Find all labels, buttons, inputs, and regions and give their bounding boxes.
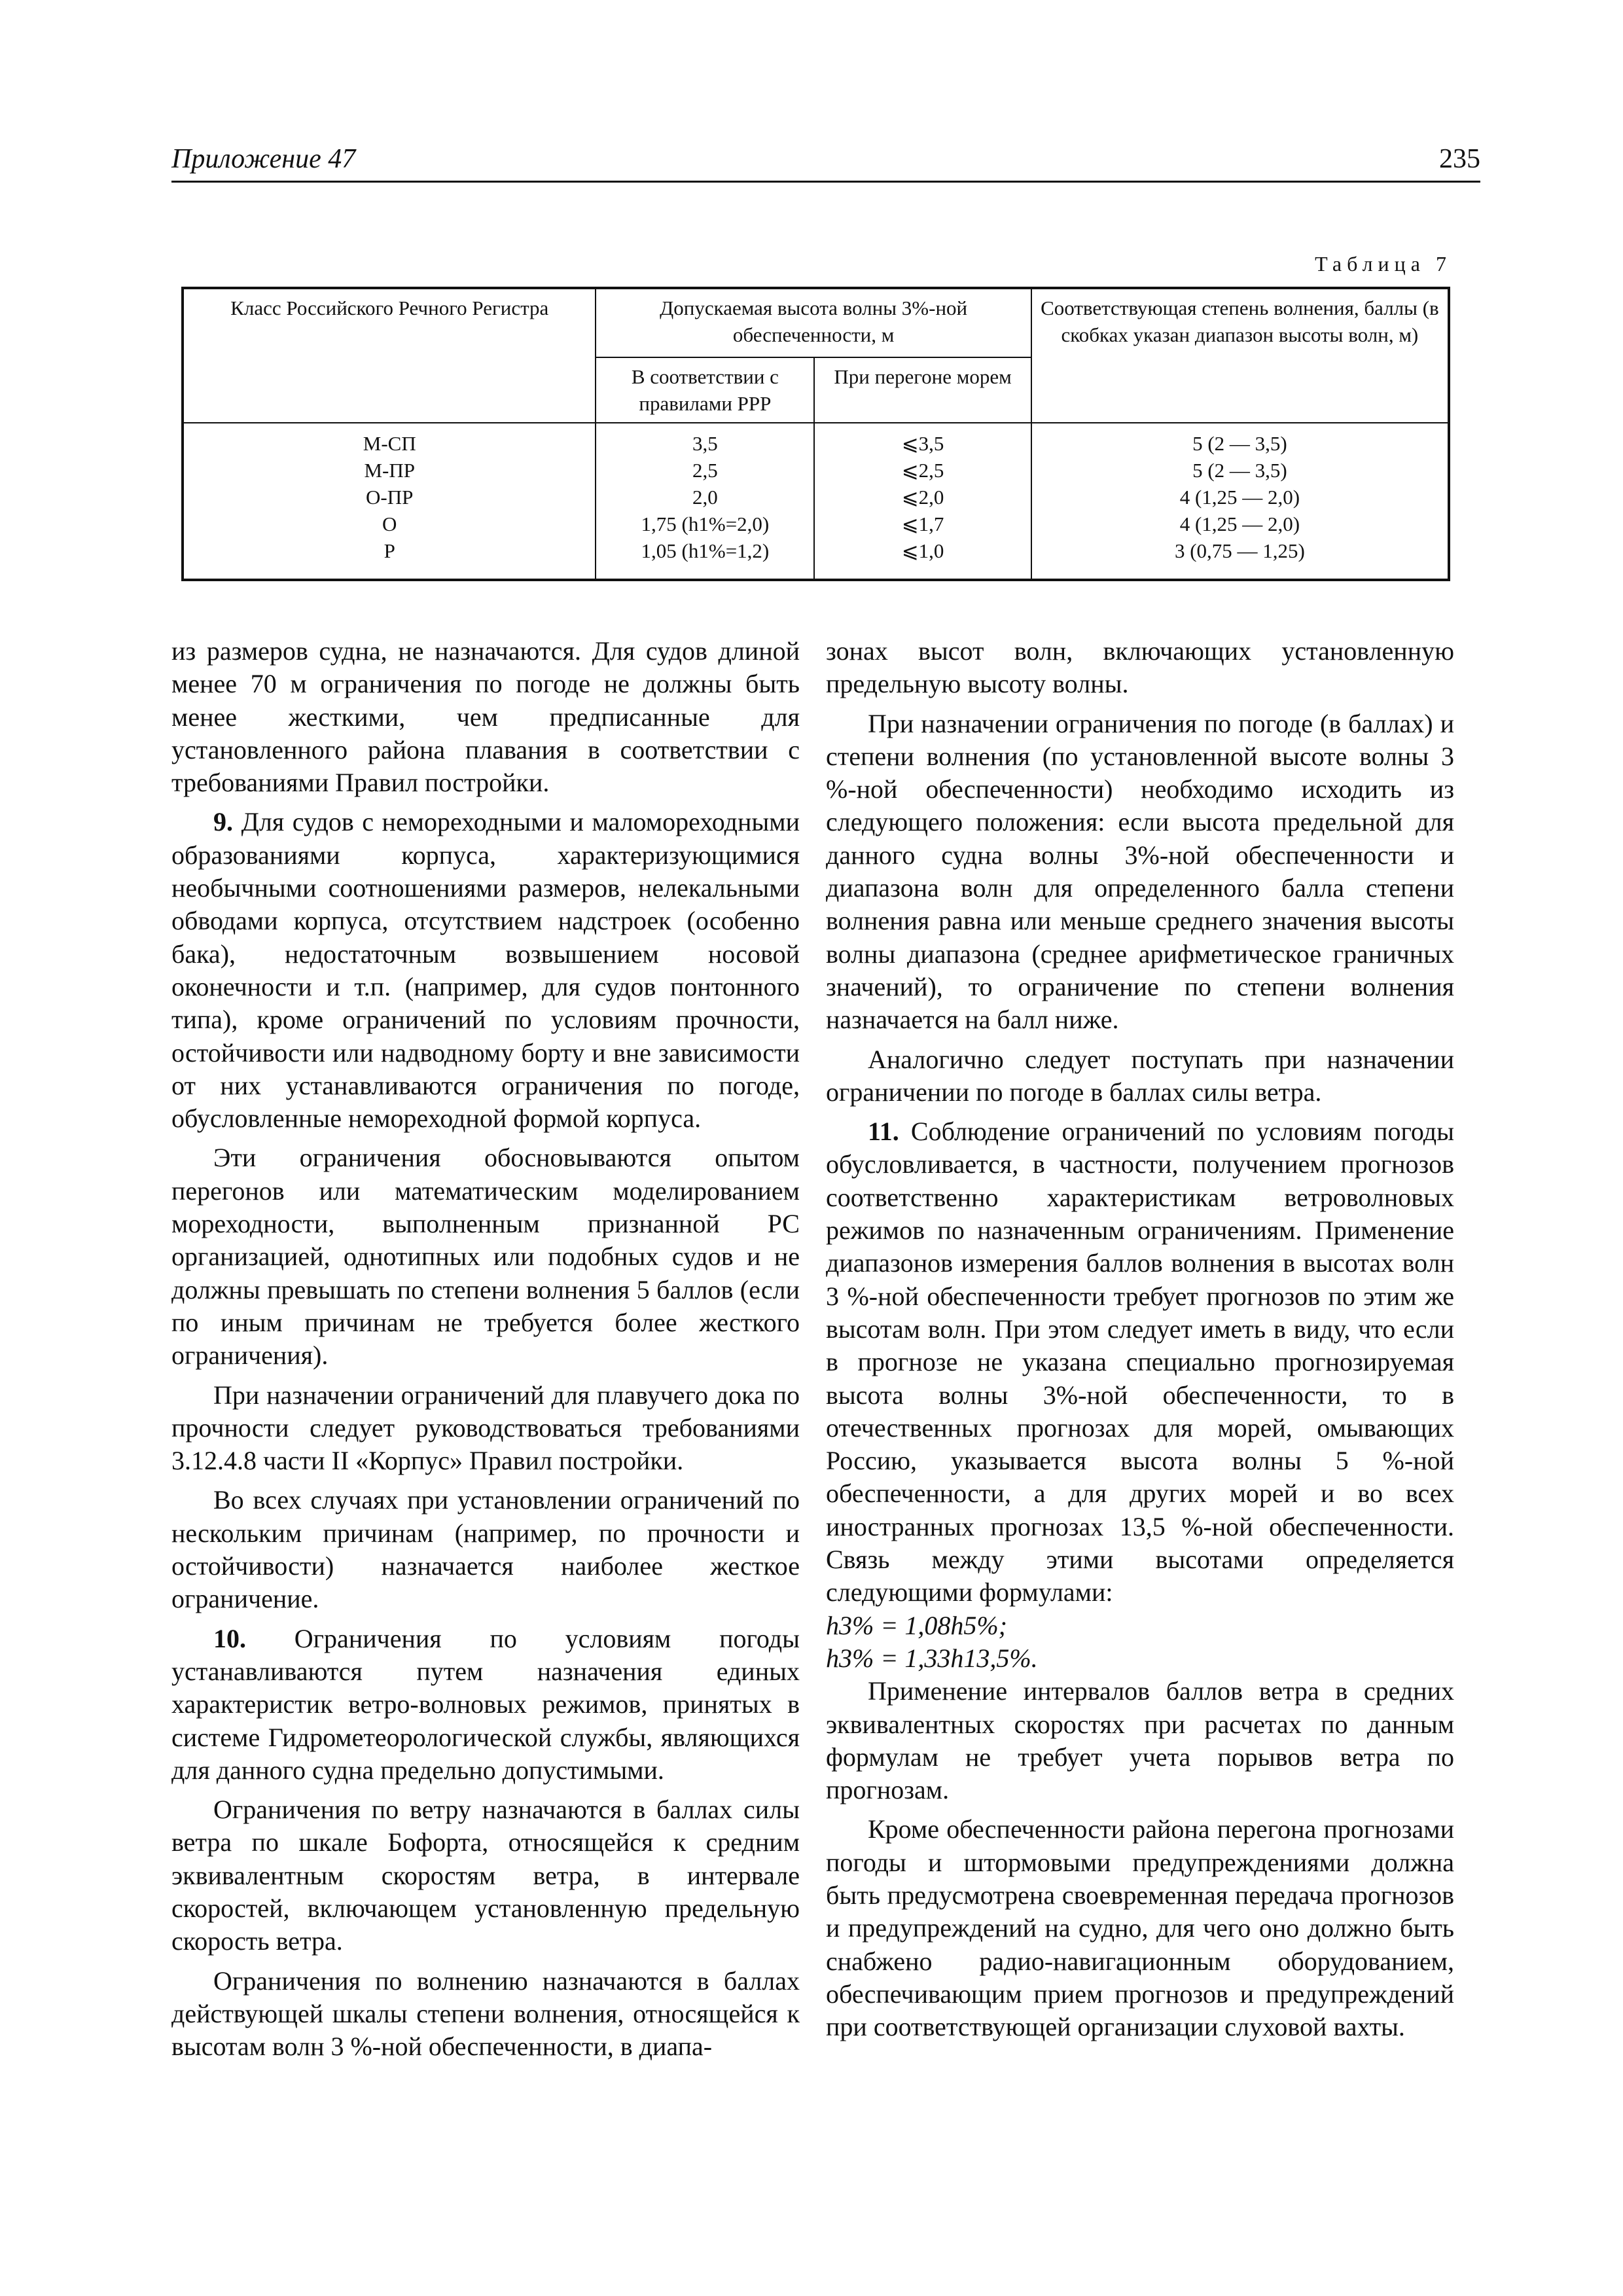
paragraph-text: Ограничения по ветру назначаются в баллах силы ветра по шкале Бофорта, относящейся к средним эквивалентным скоростям ветра, в интервале скоростей, включающем установленную предельную скорость ветра.	[171, 1795, 800, 1956]
paragraph	[171, 806, 800, 1135]
paragraph	[171, 635, 800, 799]
col-per-rules	[596, 423, 814, 580]
table-body	[183, 423, 1449, 580]
right-text-column	[826, 635, 1454, 2043]
paragraph-text: Для судов с немореходными и маломореходными образованиями корпуса, характеризующимися необычными соотношениями размеров, нелекальными обводами корпуса, отсутствием надстроек (особенно бака), недостаточным возвышением носовой оконечности и т.п. (например, для судов понтонного типа), кроме ограничений по условиям прочности, остойчивости или надводному борту и вне зависимости от них устанавливаются ограничения по погоде, обусловленные немореходной формой корпуса.	[171, 807, 800, 1134]
paragraph-text: При назначении ограничения по погоде (в баллах) и степени волнения (по установленной высоте волны 3 %-ной обеспеченности) необходимо исходить из следующего положения: если высота предельной для данного судна волны 3%-ной обеспеченности и диапазона волн для определенного балла степени волнения равна или меньше среднего значения высоты волны диапазона (среднее арифметическое граничных значений), то ограничение по степени волнения назначается на балл ниже.	[826, 708, 1454, 1035]
paragraph	[171, 1623, 800, 1787]
appendix-title: Приложение 47	[171, 144, 356, 174]
table-cell: 5 (2 — 3,5)	[1192, 459, 1287, 482]
col-class	[183, 423, 596, 580]
header-sea-state: Соответствующая степень волнения, баллы (в скобках указан диапазон высоты волн, м)	[1031, 288, 1449, 423]
header-per-rules: В соответствии с правилами РРР	[596, 357, 814, 423]
table-cell: ⩽1,0	[901, 539, 944, 562]
paragraph-text: зонах высот волн, включающих установленную предельную высоту волны.	[826, 636, 1454, 699]
paragraph	[826, 708, 1454, 1037]
table-cell: М-СП	[363, 432, 416, 455]
formula	[826, 1609, 1454, 1642]
paragraph	[826, 1115, 1454, 1609]
paragraph	[826, 1813, 1454, 2043]
table-cell: М-ПР	[364, 459, 415, 482]
table-cell: Р	[383, 539, 395, 562]
paragraph-text: При назначении ограничений для плавучего дока по прочности следует руководствоваться требованиями 3.12.4.8 части II «Корпус» Правил постройки.	[171, 1380, 800, 1476]
table-cell: 5 (2 — 3,5)	[1192, 432, 1287, 455]
paragraph-text: Кроме обеспеченности района перегона прогнозами погоды и штормовыми предупреждениями должна быть предусмотрена своевременная передача прогнозов и предупреждений на судно, для чего оно должно быть снабжено радио-навигационным оборудованием, обеспечивающим прием прогнозов и предупреждений при соответствующей организации слуховой вахты.	[826, 1814, 1454, 2042]
paragraph	[826, 1043, 1454, 1109]
table-cell: ⩽2,5	[901, 459, 944, 482]
paragraph-text: из размеров судна, не назначаются. Для судов длиной менее 70 м ограничения по погоде не должны быть менее жесткими, чем предписанные для установленного района плавания в соответствии с требованиями Правил постройки.	[171, 636, 800, 798]
paragraph-text: Применение интервалов баллов ветра в средних эквивалентных скоростях при расчетах по данным формулам не требует учета порывов ветра по прогнозам.	[826, 1676, 1454, 1805]
paragraph	[171, 1793, 800, 1958]
header-sea-transfer: При перегоне морем	[814, 357, 1031, 423]
table-cell: 2,0	[692, 486, 718, 509]
paragraph	[826, 1675, 1454, 1806]
paragraph	[826, 635, 1454, 701]
table-cell: 4 (1,25 — 2,0)	[1179, 486, 1300, 509]
paragraph-text: Во всех случаях при установлении ограничений по нескольким причинам (например, по прочности и остойчивости) назначается наиболее жесткое ограничение.	[171, 1485, 800, 1614]
paragraph-text: Аналогично следует поступать при назначении ограничении по погоде в баллах силы ветра.	[826, 1044, 1454, 1107]
page-number: 235	[1439, 144, 1480, 174]
clause-number: 11.	[868, 1117, 899, 1147]
paragraph-text: Соблюдение ограничений по условиям погоды обусловливается, в частности, получением прогнозов соответственно характеристикам ветроволновых режимов по назначенным ограничениям. Применение диапазонов измерения баллов волнения в высотах волн 3 %-ной обеспеченности требует прогнозов по этим же высотам волн. При этом следует иметь в виду, что если в прогнозе не указана специально прогнозируемая высота волны 3%-ной обеспеченности, то в отечественных прогнозах для морей, омывающих Россию, указывается высота волны 5 %-ной обеспеченности, а для других морей и во всех иностранных прогнозах 13,5 %-ной обеспеченности. Связь между этими высотами определяется следующими формулами:	[826, 1117, 1454, 1607]
table-cell: 3,5	[692, 432, 718, 455]
clause-number: 10.	[213, 1623, 246, 1653]
paragraph	[171, 1484, 800, 1615]
header-wave-height: Допускаемая высота волны 3%-ной обеспеченности, м	[596, 288, 1031, 357]
table-cell: О	[382, 512, 397, 535]
paragraph-text: Ограничения по волнению назначаются в баллах действующей шкалы степени волнения, относящейся к высотам волн 3 %-ной обеспеченности, в диапа-	[171, 1965, 800, 2062]
table-cell: 3 (0,75 — 1,25)	[1174, 539, 1305, 562]
formula-text: h3% = 1,08h5%;	[826, 1610, 1007, 1640]
data-table	[181, 287, 1450, 581]
running-header	[171, 140, 1480, 183]
clause-number: 9.	[213, 807, 233, 837]
table-caption: Таблица 7	[1315, 252, 1452, 276]
formula	[826, 1642, 1454, 1675]
table-cell: 1,75 (h1%=2,0)	[641, 512, 770, 535]
table-cell: ⩽3,5	[901, 432, 944, 455]
paragraph-text: Ограничения по условиям погоды устанавливаются путем назначения единых характеристик ветро-волновых режимов, принятых в системе Гидрометеорологической службы, являющихся для данного судна предельно допустимыми.	[171, 1623, 800, 1785]
paragraph-text: Эти ограничения обосновываются опытом перегонов или математическим моделированием мореходности, выполненным признанной РС организацией, однотипных или подобных судов и не должны превышать по степени волнения 5 баллов (если по иным причинам не требуется более жесткого ограничения).	[171, 1143, 800, 1371]
col-sea-state	[1031, 423, 1449, 580]
paragraph	[171, 1141, 800, 1372]
paragraph	[171, 1379, 800, 1478]
col-sea-transfer	[814, 423, 1031, 580]
paragraph	[171, 1965, 800, 2064]
table-cell: 1,05 (h1%=1,2)	[641, 539, 770, 562]
table-cell: 4 (1,25 — 2,0)	[1179, 512, 1300, 535]
table-cell: ⩽1,7	[901, 512, 944, 535]
header-class: Класс Российского Речного Регистра	[183, 288, 596, 423]
table-cell: ⩽2,0	[901, 486, 944, 509]
table-cell: О-ПР	[366, 486, 414, 509]
formula-text: h3% = 1,33h13,5%.	[826, 1643, 1038, 1673]
left-text-column	[171, 635, 800, 2063]
table-cell: 2,5	[692, 459, 718, 482]
